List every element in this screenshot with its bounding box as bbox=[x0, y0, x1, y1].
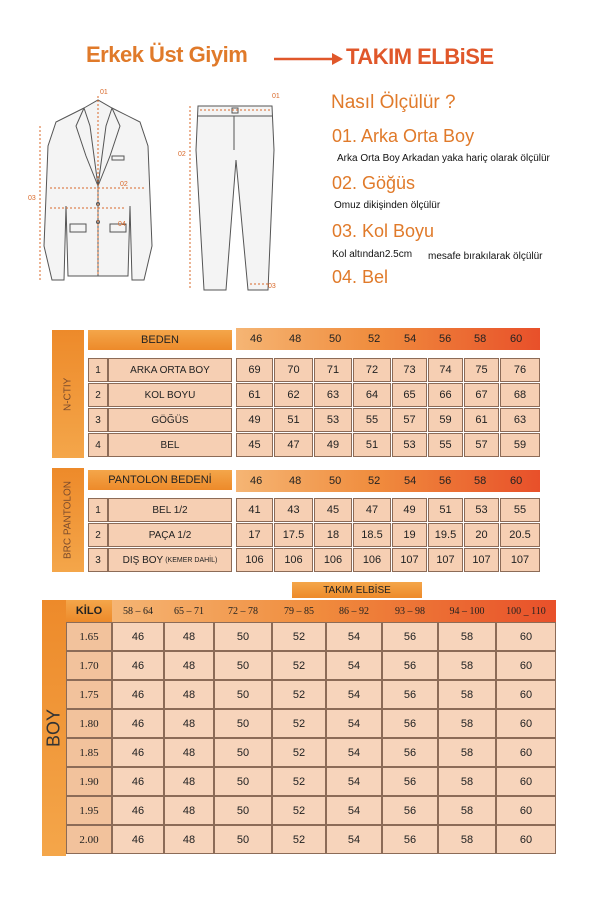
row-name bbox=[108, 548, 232, 572]
height-cell: 1.75 bbox=[66, 680, 112, 709]
table-cell: 52 bbox=[272, 796, 326, 825]
table-cell: 48 bbox=[164, 825, 214, 854]
table-cell: 48 bbox=[164, 651, 214, 680]
table-cell: 58 bbox=[438, 767, 496, 796]
row-name-text: DIŞ BOY bbox=[122, 554, 164, 566]
weight-header: 93 – 98 bbox=[395, 606, 425, 617]
jacket-size: 50 bbox=[329, 333, 342, 345]
table-cell: 106 bbox=[236, 548, 273, 572]
table-cell: 60 bbox=[496, 651, 556, 680]
table-cell: 58 bbox=[438, 796, 496, 825]
table-cell: 46 bbox=[112, 651, 164, 680]
table-cell: 52 bbox=[272, 622, 326, 651]
table-cell: 58 bbox=[438, 680, 496, 709]
table-cell: 19.5 bbox=[428, 523, 463, 547]
step-3-desc-b: mesafe bırakılarak ölçülür bbox=[428, 251, 543, 262]
jacket-size: 48 bbox=[289, 333, 302, 345]
weight-header: 94 – 100 bbox=[449, 606, 485, 617]
step-2-label: 02. Göğüs bbox=[332, 173, 416, 193]
table-cell: 51 bbox=[274, 408, 313, 432]
table-cell: 58 bbox=[438, 622, 496, 651]
row-number: 2 bbox=[88, 523, 108, 547]
table-cell: 70 bbox=[274, 358, 313, 382]
table-cell: 60 bbox=[496, 767, 556, 796]
table-cell: 53 bbox=[392, 433, 427, 457]
jacket-size-header: BEDEN bbox=[88, 330, 232, 350]
table-cell: 57 bbox=[464, 433, 499, 457]
height-cell: 1.90 bbox=[66, 767, 112, 796]
table-cell: 45 bbox=[236, 433, 273, 457]
table-cell: 55 bbox=[500, 498, 540, 522]
row-name: GÖĞÜS bbox=[108, 408, 232, 432]
table-cell: 73 bbox=[392, 358, 427, 382]
table-cell: 52 bbox=[272, 825, 326, 854]
table-cell: 58 bbox=[438, 709, 496, 738]
pants-size: 46 bbox=[250, 475, 263, 487]
table-cell: 20 bbox=[464, 523, 499, 547]
table-cell: 18.5 bbox=[353, 523, 391, 547]
table-cell: 67 bbox=[464, 383, 499, 407]
row-name-note: (KEMER DAHİL) bbox=[165, 556, 218, 564]
table-cell: 56 bbox=[382, 622, 438, 651]
table-cell: 48 bbox=[164, 709, 214, 738]
table-cell: 107 bbox=[428, 548, 463, 572]
jacket-label-01: 01 bbox=[100, 89, 108, 96]
table-cell: 50 bbox=[214, 709, 272, 738]
pants-label-03: 03 bbox=[268, 283, 276, 290]
table-cell: 52 bbox=[272, 767, 326, 796]
weight-header: 86 – 92 bbox=[339, 606, 369, 617]
jacket-size: 58 bbox=[474, 333, 487, 345]
table-cell: 107 bbox=[464, 548, 499, 572]
table-cell: 72 bbox=[353, 358, 391, 382]
table-cell: 43 bbox=[274, 498, 313, 522]
table-cell: 63 bbox=[314, 383, 352, 407]
table-cell: 50 bbox=[214, 680, 272, 709]
jacket-side-label: N-CTIY bbox=[52, 330, 84, 458]
weight-header: 79 – 85 bbox=[284, 606, 314, 617]
table-cell: 54 bbox=[326, 680, 382, 709]
table-cell: 58 bbox=[438, 738, 496, 767]
table-cell: 56 bbox=[382, 680, 438, 709]
table-cell: 41 bbox=[236, 498, 273, 522]
weight-header: 58 – 64 bbox=[123, 606, 153, 617]
table-cell: 68 bbox=[500, 383, 540, 407]
table-cell: 46 bbox=[112, 680, 164, 709]
jacket-label-03: 03 bbox=[28, 195, 36, 202]
table-cell: 52 bbox=[272, 651, 326, 680]
step-3-desc-a: Kol altından2.5cm bbox=[332, 249, 413, 260]
table-cell: 60 bbox=[496, 825, 556, 854]
jacket-label-04: 04 bbox=[118, 221, 126, 228]
step-2-desc: Omuz dikişinden ölçülür bbox=[334, 200, 441, 211]
table-cell: 106 bbox=[314, 548, 352, 572]
table-cell: 54 bbox=[326, 651, 382, 680]
table-cell: 51 bbox=[353, 433, 391, 457]
table-cell: 48 bbox=[164, 767, 214, 796]
table-cell: 53 bbox=[464, 498, 499, 522]
table-cell: 20.5 bbox=[500, 523, 540, 547]
pants-label-02: 02 bbox=[178, 151, 186, 158]
pants-size: 56 bbox=[439, 475, 452, 487]
table-cell: 56 bbox=[382, 709, 438, 738]
table-cell: 50 bbox=[214, 767, 272, 796]
table-cell: 19 bbox=[392, 523, 427, 547]
table-cell: 66 bbox=[428, 383, 463, 407]
table-cell: 17.5 bbox=[274, 523, 313, 547]
pants-size: 48 bbox=[289, 475, 302, 487]
table-cell: 106 bbox=[353, 548, 391, 572]
pants-label-01: 01 bbox=[272, 93, 280, 100]
table-cell: 75 bbox=[464, 358, 499, 382]
table-cell: 54 bbox=[326, 796, 382, 825]
table-cell: 46 bbox=[112, 796, 164, 825]
table-cell: 48 bbox=[164, 680, 214, 709]
table-cell: 50 bbox=[214, 622, 272, 651]
table-cell: 54 bbox=[326, 738, 382, 767]
table-cell: 54 bbox=[326, 825, 382, 854]
table-cell: 53 bbox=[314, 408, 352, 432]
height-cell: 1.70 bbox=[66, 651, 112, 680]
table-cell: 54 bbox=[326, 622, 382, 651]
table-cell: 56 bbox=[382, 796, 438, 825]
row-name: BEL bbox=[108, 433, 232, 457]
table-cell: 57 bbox=[392, 408, 427, 432]
table-cell: 50 bbox=[214, 796, 272, 825]
table-cell: 46 bbox=[112, 767, 164, 796]
table-cell: 47 bbox=[353, 498, 391, 522]
table-cell: 56 bbox=[382, 651, 438, 680]
table-cell: 71 bbox=[314, 358, 352, 382]
table-cell: 18 bbox=[314, 523, 352, 547]
table-cell: 65 bbox=[392, 383, 427, 407]
table-cell: 76 bbox=[500, 358, 540, 382]
row-number: 1 bbox=[88, 498, 108, 522]
table-cell: 60 bbox=[496, 738, 556, 767]
table-cell: 46 bbox=[112, 825, 164, 854]
table-cell: 47 bbox=[274, 433, 313, 457]
height-cell: 1.95 bbox=[66, 796, 112, 825]
table-cell: 50 bbox=[214, 738, 272, 767]
step-1-desc: Arka Orta Boy Arkadan yaka hariç olarak ölçülür bbox=[337, 153, 550, 164]
table-cell: 56 bbox=[382, 825, 438, 854]
row-name bbox=[108, 498, 232, 522]
table-cell: 50 bbox=[214, 651, 272, 680]
table-cell: 55 bbox=[353, 408, 391, 432]
table-cell: 58 bbox=[438, 651, 496, 680]
table-cell: 52 bbox=[272, 680, 326, 709]
row-name-text: PAÇA 1/2 bbox=[148, 529, 192, 541]
table-cell: 62 bbox=[274, 383, 313, 407]
table-cell: 56 bbox=[382, 767, 438, 796]
suit-side-label: BOY bbox=[42, 600, 66, 856]
suit-corner-label: KİLO bbox=[66, 600, 112, 622]
table-cell: 52 bbox=[272, 709, 326, 738]
table-cell: 54 bbox=[326, 767, 382, 796]
left-title: Erkek Üst Giyim bbox=[86, 42, 248, 67]
table-cell: 46 bbox=[112, 622, 164, 651]
table-cell: 60 bbox=[496, 622, 556, 651]
table-cell: 45 bbox=[314, 498, 352, 522]
table-cell: 58 bbox=[438, 825, 496, 854]
height-cell: 1.65 bbox=[66, 622, 112, 651]
pants-size: 60 bbox=[510, 475, 523, 487]
table-cell: 54 bbox=[326, 709, 382, 738]
table-cell: 48 bbox=[164, 738, 214, 767]
step-1-label: 01. Arka Orta Boy bbox=[332, 126, 475, 146]
weight-header: 65 – 71 bbox=[174, 606, 204, 617]
pants-size: 54 bbox=[404, 475, 417, 487]
table-cell: 49 bbox=[392, 498, 427, 522]
jacket-size: 56 bbox=[439, 333, 452, 345]
row-number: 4 bbox=[88, 433, 108, 457]
weight-header: 72 – 78 bbox=[228, 606, 258, 617]
guide-title: Nasıl Ölçülür ? bbox=[331, 92, 456, 113]
table-cell: 107 bbox=[500, 548, 540, 572]
table-cell: 74 bbox=[428, 358, 463, 382]
weight-header: 100 _ 110 bbox=[506, 606, 546, 617]
table-cell: 52 bbox=[272, 738, 326, 767]
row-number: 3 bbox=[88, 548, 108, 572]
jacket-size: 60 bbox=[510, 333, 523, 345]
row-name: KOL BOYU bbox=[108, 383, 232, 407]
jacket-size: 52 bbox=[368, 333, 381, 345]
table-cell: 48 bbox=[164, 622, 214, 651]
table-cell: 61 bbox=[236, 383, 273, 407]
table-cell: 50 bbox=[214, 825, 272, 854]
right-title: TAKIM ELBiSE bbox=[346, 44, 494, 69]
pants-diagram bbox=[176, 90, 288, 300]
table-cell: 64 bbox=[353, 383, 391, 407]
row-name-text: BEL 1/2 bbox=[152, 504, 188, 516]
table-cell: 60 bbox=[496, 796, 556, 825]
table-cell: 63 bbox=[500, 408, 540, 432]
table-cell: 17 bbox=[236, 523, 273, 547]
table-cell: 49 bbox=[314, 433, 352, 457]
pants-size-bar bbox=[236, 470, 540, 492]
step-3-label: 03. Kol Boyu bbox=[332, 221, 435, 241]
table-cell: 69 bbox=[236, 358, 273, 382]
row-number: 2 bbox=[88, 383, 108, 407]
table-cell: 46 bbox=[112, 709, 164, 738]
height-cell: 1.85 bbox=[66, 738, 112, 767]
table-cell: 59 bbox=[500, 433, 540, 457]
pants-size: 58 bbox=[474, 475, 487, 487]
table-cell: 60 bbox=[496, 709, 556, 738]
pants-size-header: PANTOLON BEDENİ bbox=[88, 470, 232, 490]
jacket-size: 46 bbox=[250, 333, 263, 345]
table-cell: 56 bbox=[382, 738, 438, 767]
table-cell: 61 bbox=[464, 408, 499, 432]
table-cell: 60 bbox=[496, 680, 556, 709]
suit-title: TAKIM ELBİSE bbox=[292, 582, 422, 598]
pants-size: 50 bbox=[329, 475, 342, 487]
height-cell: 1.80 bbox=[66, 709, 112, 738]
pants-side-label: BRC PANTOLON bbox=[52, 468, 84, 572]
table-cell: 106 bbox=[274, 548, 313, 572]
jacket-diagram bbox=[28, 86, 168, 296]
table-cell: 107 bbox=[392, 548, 427, 572]
table-cell: 55 bbox=[428, 433, 463, 457]
row-number: 1 bbox=[88, 358, 108, 382]
table-cell: 49 bbox=[236, 408, 273, 432]
row-name bbox=[108, 523, 232, 547]
table-cell: 51 bbox=[428, 498, 463, 522]
row-name: ARKA ORTA BOY bbox=[108, 358, 232, 382]
jacket-label-02: 02 bbox=[120, 181, 128, 188]
step-4-label: 04. Bel bbox=[332, 267, 389, 287]
table-cell: 48 bbox=[164, 796, 214, 825]
table-cell: 46 bbox=[112, 738, 164, 767]
jacket-size: 54 bbox=[404, 333, 417, 345]
height-cell: 2.00 bbox=[66, 825, 112, 854]
row-number: 3 bbox=[88, 408, 108, 432]
jacket-size-bar bbox=[236, 328, 540, 350]
table-cell: 59 bbox=[428, 408, 463, 432]
arrow-right-icon bbox=[272, 52, 344, 66]
pants-size: 52 bbox=[368, 475, 381, 487]
